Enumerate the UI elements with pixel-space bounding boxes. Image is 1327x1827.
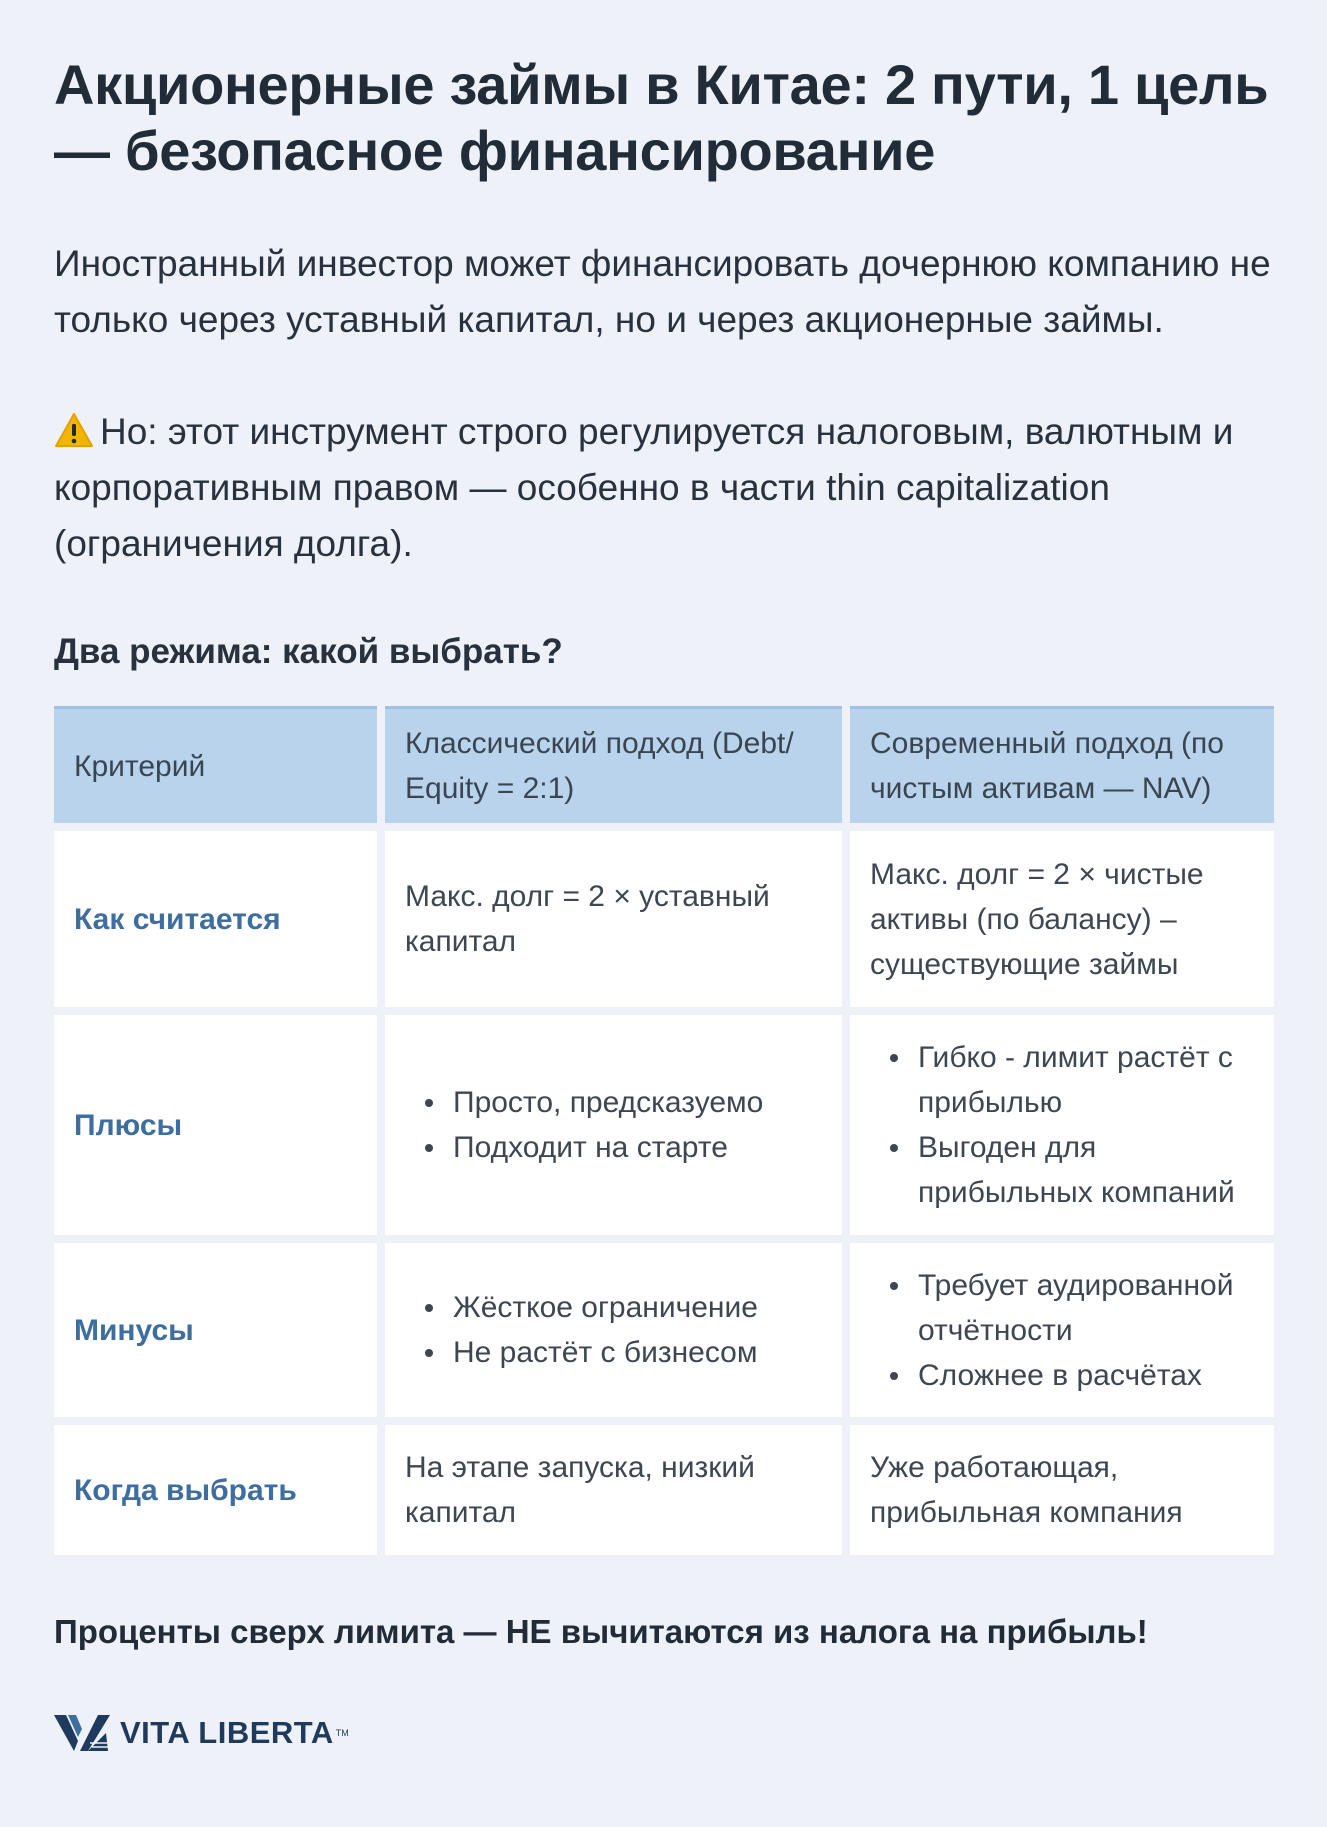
trademark-mark: TM (335, 1728, 349, 1738)
criterion-when: Когда выбрать (54, 1425, 377, 1555)
table-row (54, 1425, 1274, 1555)
header-classic: Классический подход (Debt/ Equity = 2:1) (385, 706, 842, 823)
brand-name: VITA LIBERTA (120, 1715, 334, 1750)
list-item: Выгоден для прибыльных компаний (918, 1125, 1254, 1215)
modern-minus (850, 1243, 1274, 1417)
list-item: Подходит на старте (453, 1125, 822, 1170)
table-header-row (54, 706, 1274, 823)
modern-plus-list (870, 1035, 1254, 1215)
table-row (54, 1015, 1274, 1235)
list-item: Жёсткое ограничение (453, 1285, 822, 1330)
table-row (54, 831, 1274, 1007)
criterion-calc: Как считается (54, 831, 377, 1007)
warning-paragraph (54, 404, 1274, 572)
modern-calc: Макс. долг = 2 × чистые активы (по балансу) – существующие займы (850, 831, 1274, 1007)
header-modern: Современный подход (по чистым активам — NAV) (850, 706, 1274, 823)
classic-plus-list (405, 1080, 822, 1170)
list-item: Сложнее в расчётах (918, 1353, 1254, 1398)
list-item: Не растёт с бизнесом (453, 1330, 822, 1375)
brand-logo (54, 1711, 1274, 1755)
criterion-plus: Плюсы (54, 1015, 377, 1235)
header-criterion: Критерий (54, 706, 377, 823)
comparison-table (46, 698, 1282, 1563)
vita-liberta-logo-icon (54, 1711, 110, 1755)
intro-paragraph: Иностранный инвестор может финансировать дочернюю компанию не только через уставный капитал, но и через акционерные займы. (54, 243, 1271, 340)
page (54, 52, 1274, 1755)
page-title: Акционерные займы в Китае: 2 пути, 1 цель — безопасное финансирование (54, 53, 1269, 182)
classic-minus (385, 1243, 842, 1417)
warning-text: Но: этот инструмент строго регулируется налоговым, валютным и корпоративным правом — особенно в части thin capitalization (ограничения долга). (54, 411, 1234, 564)
modern-plus (850, 1015, 1274, 1235)
classic-minus-list (405, 1285, 822, 1375)
criterion-minus: Минусы (54, 1243, 377, 1417)
list-item: Просто, предсказуемо (453, 1080, 822, 1125)
classic-calc: Макс. долг = 2 × уставный капитал (385, 831, 842, 1007)
classic-plus (385, 1015, 842, 1235)
modern-minus-list (870, 1263, 1254, 1398)
list-item: Гибко - лимит растёт с прибылью (918, 1035, 1254, 1125)
section-title: Два режима: какой выбрать? (54, 632, 563, 671)
list-item: Требует аудированной отчётности (918, 1263, 1254, 1353)
modern-when: Уже работающая, прибыльная компания (850, 1425, 1274, 1555)
footer-note: Проценты сверх лимита — НЕ вычитаются из налога на прибыль! (54, 1613, 1148, 1650)
classic-when: На этапе запуска, низкий капитал (385, 1425, 842, 1555)
warning-icon (54, 412, 94, 448)
table-row (54, 1243, 1274, 1417)
